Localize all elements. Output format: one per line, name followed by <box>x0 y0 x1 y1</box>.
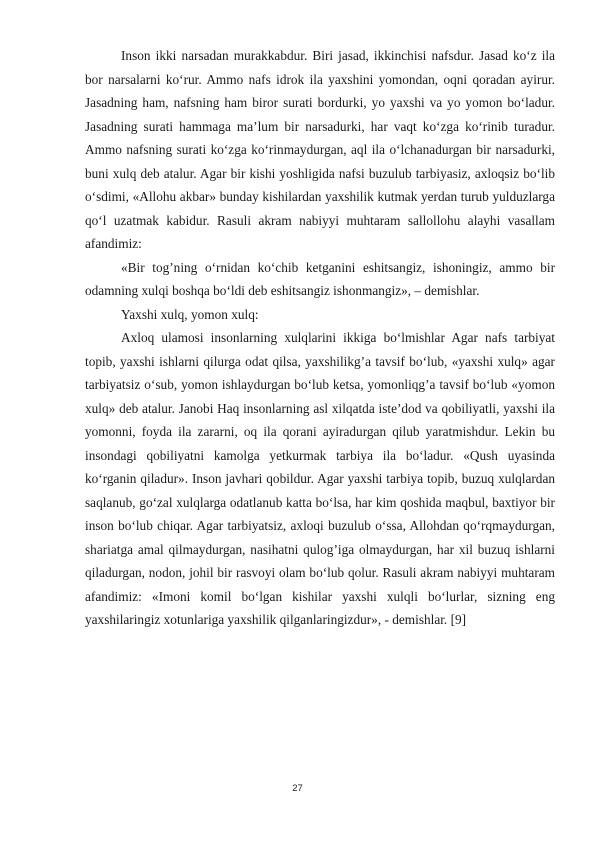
paragraph-4: Axloq ulamosi insonlarning xulqlarini ikkiga bo‘lmishlar Agar nafs tarbiyat topib, yaxshi ishlarni qilurga odat qilsa, yaxshilikg’a tavsif bo‘lub, «yaxshi xulq» agar tarbiyatsiz o‘sub, yomon ishlaydurgan bo‘lub ketsa, yomonliqg’a tavsif bo‘lub «yomon xulq» deb atalur. Janobi Haq insonlarning asl xilqatda iste’dod va qobiliyatli, yaxshi ila yomonni, foyda ila zararni, oq ila qorani ayiradurgan qilub yaratmishdur. Lekin bu insondagi qobiliyatni kamolga yetkurmak tarbiya ila bo‘ladur. «Qush uyasinda ko‘rganin qiladur». Inson javhari qobildur. Agar yaxshi tarbiya topib, buzuq xulqlardan saqlanub, go‘zal xulqlarga odatlanub katta bo‘lsa, har kim qoshida maqbul, baxtiyor bir inson bo‘lub chiqar. Agar tarbiyatsiz, axloqi buzulub o‘ssa, Allohdan qo‘rqmaydurgan, shariatga amal qilmaydurgan, nasihatni qulog’iga olmaydurgan, har xil buzuq ishlarni qiladurgan, nodon, johil bir rasvoyi olam bo‘lub qolur. Rasuli akram nabiyyi muhtaram afandimiz: «Imoni komil bo‘lgan kishilar yaxshi xulqli bo‘lurlar, sizning eng yaxshilaringiz xotunlariga yaxshilik qilganlaringizdur», - demishlar. [9] <box>85 330 555 627</box>
page-number: 27 <box>292 783 303 794</box>
paragraph-3: Yaxshi xulq, yomon xulq: <box>121 306 259 322</box>
paragraph-1: Inson ikki narsadan murakkabdur. Biri jasad, ikkinchisi nafsdur. Jasad ko‘z ila bor narsalarni ko‘rur. Ammo nafs idrok ila yaxshini yomondan, oqni qoradan ayirur. Jasadning ham, nafsning ham biror surati bordurki, yo yaxshi va yo yomon bo‘ladur. Jasadning surati hammaga ma’lum bir narsadurki, har vaqt ko‘zga ko‘rinib turadur. Ammo nafsning surati ko‘zga ko‘rinmaydurgan, aql ila o‘lchanadurgan bir narsadurki, buni xulq deb atalur. Agar bir kishi yoshligida nafsi buzulub tarbiyasiz, axloqsiz bo‘lib o‘sdimi, «Allohu akbar» bunday kishilardan yaxshilik kutmak yerdan turub yulduzlarga qo‘l uzatmak kabidur. Rasuli akram nabiyyi muhtaram sallollohu alayhi vasallam afandimiz: <box>85 48 555 251</box>
body-text <box>85 44 555 632</box>
paragraph-2: «Bir tog’ning o‘rnidan ko‘chib ketganini eshitsangiz, ishoningiz, ammo bir odamning xulqi boshqa bo‘ldi deb eshitsangiz ishonmangiz», – demishlar. <box>85 259 555 298</box>
